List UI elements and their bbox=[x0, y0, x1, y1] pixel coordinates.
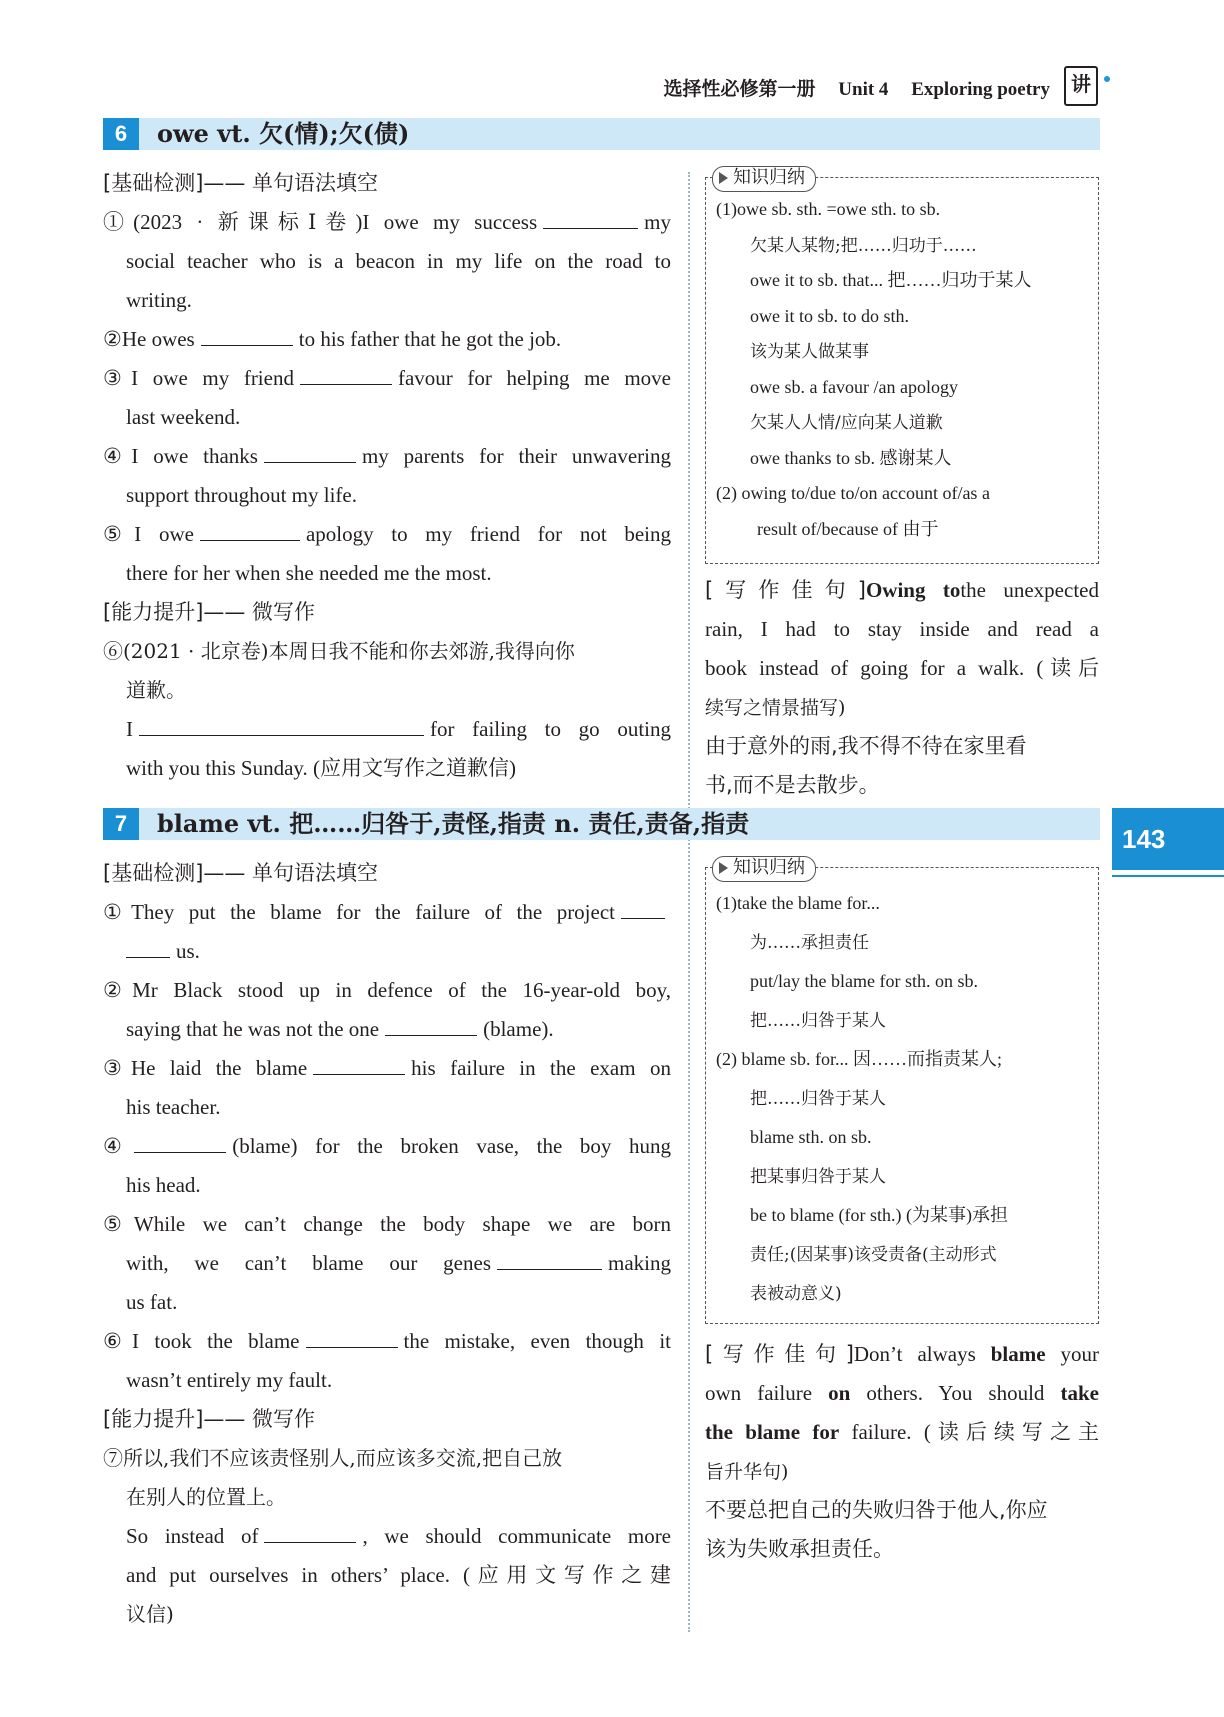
exercise-text: ④I owe thanks bbox=[103, 444, 258, 468]
exercise-2-cont bbox=[103, 1010, 671, 1049]
section-7-knowledge-box bbox=[705, 857, 1099, 1324]
writing-line: rain, I had to stay inside and read a bbox=[705, 617, 1099, 641]
writing-bold: the blame for bbox=[705, 1420, 840, 1444]
exercise-7-end: 议信) bbox=[126, 1602, 174, 1626]
exercise-1 bbox=[103, 203, 671, 242]
exercise-text: ①They put the blame for the failure of the project bbox=[103, 900, 615, 924]
section-7-writing-block bbox=[705, 1335, 1099, 1569]
exercise-3-cont: his teacher. bbox=[126, 1095, 221, 1119]
exercise-5-end: us fat. bbox=[126, 1290, 178, 1314]
answer-blank[interactable] bbox=[543, 208, 638, 229]
exercise-3-cont: last weekend. bbox=[126, 405, 241, 429]
exercise-text: ③He laid the blame bbox=[103, 1056, 308, 1080]
exercise-3 bbox=[103, 359, 671, 398]
ability-label: [能力提升]—— 微写作 bbox=[103, 1407, 316, 1431]
exercise-text: ③I owe my friend bbox=[103, 366, 294, 390]
exercise-5-cont: there for her when she needed me the most. bbox=[126, 561, 492, 585]
writing-text: the unexpected bbox=[960, 578, 1099, 602]
exercise-text: my parents for their unwavering bbox=[361, 444, 671, 468]
section-6-title: owe vt. 欠(情);欠(债) bbox=[157, 119, 410, 148]
page-number-tab: 143 bbox=[1112, 808, 1224, 870]
knowledge-line: blame sth. on sb. bbox=[750, 1127, 872, 1147]
exercise-text: ①(2023 · 新课标Ⅰ卷)I owe my success bbox=[103, 210, 538, 234]
exercise-1-cont: social teacher who is a beacon in my life on the road to bbox=[126, 249, 671, 273]
answer-blank[interactable] bbox=[200, 520, 300, 541]
writing-line bbox=[705, 571, 1099, 610]
exercise-4 bbox=[103, 437, 671, 476]
answer-blank[interactable] bbox=[621, 898, 665, 919]
exercise-text: (blame). bbox=[483, 1017, 554, 1041]
jiang-badge-icon: 讲 bbox=[1064, 66, 1098, 106]
knowledge-line: (2) blame sb. for... 因……而指责某人; bbox=[716, 1049, 1002, 1069]
exercise-text: the mistake, even though it bbox=[403, 1329, 671, 1353]
knowledge-line: (1)owe sb. sth. =owe sth. to sb. bbox=[716, 199, 941, 219]
writing-text: own failure bbox=[705, 1381, 813, 1405]
answer-blank[interactable] bbox=[264, 442, 356, 463]
knowledge-line: 该为某人做某事 bbox=[750, 342, 869, 362]
knowledge-line: 为……承担责任 bbox=[750, 933, 869, 953]
writing-bold: take bbox=[1060, 1381, 1099, 1405]
exercise-text: us. bbox=[176, 939, 200, 963]
knowledge-line: owe thanks to sb. 感谢某人 bbox=[750, 447, 952, 468]
header-topic: Exploring poetry bbox=[911, 79, 1050, 100]
knowledge-line: owe sb. a favour /an apology bbox=[750, 376, 958, 397]
exercise-text: apology to my friend for not being bbox=[305, 522, 671, 546]
exercise-text: I bbox=[126, 717, 133, 741]
exercise-1-end: writing. bbox=[126, 288, 192, 312]
exercise-text: his failure in the exam on bbox=[411, 1056, 671, 1080]
knowledge-line: 把……归咎于某人 bbox=[750, 1011, 886, 1031]
answer-blank[interactable] bbox=[134, 1132, 226, 1153]
writing-line bbox=[705, 1413, 1099, 1452]
answer-blank[interactable] bbox=[306, 1327, 398, 1348]
basic-check-label: [基础检测]—— 单句语法填空 bbox=[103, 171, 379, 195]
header-text bbox=[664, 74, 1050, 101]
answer-blank[interactable] bbox=[497, 1249, 602, 1270]
writing-text: others. You should bbox=[866, 1381, 1045, 1405]
exercise-6: ⑥(2021 · 北京卷)本周日我不能和你去郊游,我得向你 bbox=[103, 639, 575, 663]
section-6-knowledge-box bbox=[705, 167, 1099, 564]
exercise-text: making bbox=[608, 1251, 671, 1275]
writing-translation: 不要总把自己的失败归咎于他人,你应 bbox=[705, 1498, 1048, 1522]
ability-label: [能力提升]—— 微写作 bbox=[103, 600, 316, 624]
exercise-text: with, we can’t blame our genes bbox=[126, 1251, 491, 1275]
exercise-4-cont: support throughout my life. bbox=[126, 483, 357, 507]
knowledge-line: 表被动意义) bbox=[750, 1284, 842, 1304]
exercise-6-cont: 道歉。 bbox=[126, 678, 186, 702]
writing-bold: on bbox=[828, 1381, 851, 1405]
exercise-2: ②Mr Black stood up in defence of the 16-year-old boy, bbox=[103, 978, 671, 1002]
answer-blank[interactable] bbox=[313, 1054, 405, 1075]
writing-label: [写作佳句] bbox=[705, 578, 866, 602]
writing-text: your bbox=[1060, 1342, 1099, 1366]
basic-check-label: [基础检测]—— 单句语法填空 bbox=[103, 861, 379, 885]
exercise-6 bbox=[103, 1322, 671, 1361]
exercise-6-answer bbox=[103, 710, 671, 749]
section-7-exercises bbox=[103, 854, 671, 1634]
writing-text: failure. (读后续写之主 bbox=[851, 1420, 1099, 1444]
writing-translation: 由于意外的雨,我不得不待在家里看 bbox=[705, 734, 1027, 758]
exercise-5-cont bbox=[103, 1244, 671, 1283]
exercise-text: So instead of bbox=[126, 1524, 259, 1548]
knowledge-line: 责任;(因某事)该受责备(主动形式 bbox=[750, 1245, 997, 1265]
exercise-5 bbox=[103, 515, 671, 554]
knowledge-line: owe it to sb. to do sth. bbox=[750, 305, 910, 326]
writing-line: book instead of going for a walk. (读后 bbox=[705, 656, 1099, 680]
knowledge-line: (2) owing to/due to/on account of/as a bbox=[716, 483, 990, 503]
writing-bold: Owing to bbox=[865, 578, 961, 602]
knowledge-line: put/lay the blame for sth. on sb. bbox=[750, 971, 978, 991]
exercise-text: saying that he was not the one bbox=[126, 1017, 380, 1041]
writing-translation: 书,而不是去散步。 bbox=[705, 773, 880, 797]
exercise-7-cont: 在别人的位置上。 bbox=[126, 1485, 286, 1509]
column-divider bbox=[688, 172, 690, 1632]
exercise-7-answer bbox=[103, 1517, 671, 1556]
knowledge-tag: 知识归纳 bbox=[712, 166, 816, 192]
exercise-text: for failing to go outing bbox=[430, 717, 671, 741]
section-6-writing-block bbox=[705, 571, 1099, 805]
section-7-bar bbox=[103, 808, 1100, 840]
section-7-number: 7 bbox=[103, 808, 139, 840]
running-header bbox=[640, 66, 1110, 106]
writing-text: Don’t always bbox=[853, 1342, 976, 1366]
knowledge-line: 把某事归咎于某人 bbox=[750, 1167, 886, 1187]
exercise-6-end: with you this Sunday. (应用文写作之道歉信) bbox=[126, 756, 517, 780]
answer-blank[interactable] bbox=[126, 937, 170, 958]
section-6-exercises bbox=[103, 164, 671, 788]
knowledge-line: owe it to sb. that... 把……归功于某人 bbox=[750, 270, 1032, 290]
exercise-1 bbox=[103, 893, 671, 932]
writing-line: 旨升华句) bbox=[705, 1461, 789, 1483]
knowledge-line: 欠某人某物;把……归功于…… bbox=[750, 235, 977, 256]
exercise-5: ⑤While we can’t change the body shape we are born bbox=[103, 1212, 671, 1236]
exercise-3 bbox=[103, 1049, 671, 1088]
section-6-bar bbox=[103, 118, 1100, 150]
exercise-text: to his father that he got the job. bbox=[298, 327, 562, 351]
page-tab-underline bbox=[1112, 875, 1224, 877]
answer-blank[interactable] bbox=[201, 325, 293, 346]
writing-translation: 该为失败承担责任。 bbox=[705, 1537, 894, 1561]
writing-line bbox=[705, 1374, 1099, 1413]
exercise-2 bbox=[103, 320, 671, 359]
exercise-7-cont2: and put ourselves in others’ place. (应用文写作之建 bbox=[126, 1563, 671, 1587]
exercise-text: (blame) for the broken vase, the boy hung bbox=[232, 1134, 671, 1158]
exercise-text: my bbox=[644, 210, 671, 234]
answer-blank[interactable] bbox=[139, 715, 424, 736]
exercise-6-cont: wasn’t entirely my fault. bbox=[126, 1368, 333, 1392]
header-unit: Unit 4 bbox=[838, 79, 889, 100]
knowledge-line: result of/because of 由于 bbox=[757, 518, 939, 539]
exercise-4 bbox=[103, 1127, 671, 1166]
exercise-4-cont: his head. bbox=[126, 1173, 201, 1197]
answer-blank[interactable] bbox=[385, 1015, 477, 1036]
answer-blank[interactable] bbox=[264, 1522, 356, 1543]
knowledge-line: 欠某人人情/应向某人道歉 bbox=[750, 413, 943, 433]
exercise-text: ⑤I owe bbox=[103, 522, 194, 546]
answer-blank[interactable] bbox=[300, 364, 392, 385]
writing-line: 续写之情景描写) bbox=[705, 697, 846, 719]
exercise-text: favour for helping me move bbox=[397, 366, 671, 390]
knowledge-line: (1)take the blame for... bbox=[716, 893, 880, 913]
exercise-text: ②He owes bbox=[103, 327, 195, 351]
writing-bold: blame bbox=[990, 1342, 1046, 1366]
exercise-1-cont bbox=[103, 932, 671, 971]
header-book: 选择性必修第一册 bbox=[663, 78, 816, 100]
section-7-title: blame vt. 把……归咎于,责怪,指责 n. 责任,责备,指责 bbox=[157, 809, 750, 838]
knowledge-line: be to blame (for sth.) (为某事)承担 bbox=[750, 1205, 1008, 1225]
writing-label: [写作佳句] bbox=[705, 1342, 854, 1366]
knowledge-tag: 知识归纳 bbox=[712, 856, 816, 882]
exercise-text: , we should communicate more bbox=[362, 1524, 671, 1548]
section-6-number: 6 bbox=[103, 118, 139, 150]
exercise-text: ⑥I took the blame bbox=[103, 1329, 300, 1353]
writing-line bbox=[705, 1335, 1099, 1374]
exercise-text: ④ bbox=[103, 1134, 135, 1158]
knowledge-line: 把……归咎于某人 bbox=[750, 1089, 886, 1109]
exercise-7: ⑦所以,我们不应该责怪别人,而应该多交流,把自己放 bbox=[103, 1446, 563, 1470]
badge-dot-icon bbox=[1104, 76, 1110, 82]
